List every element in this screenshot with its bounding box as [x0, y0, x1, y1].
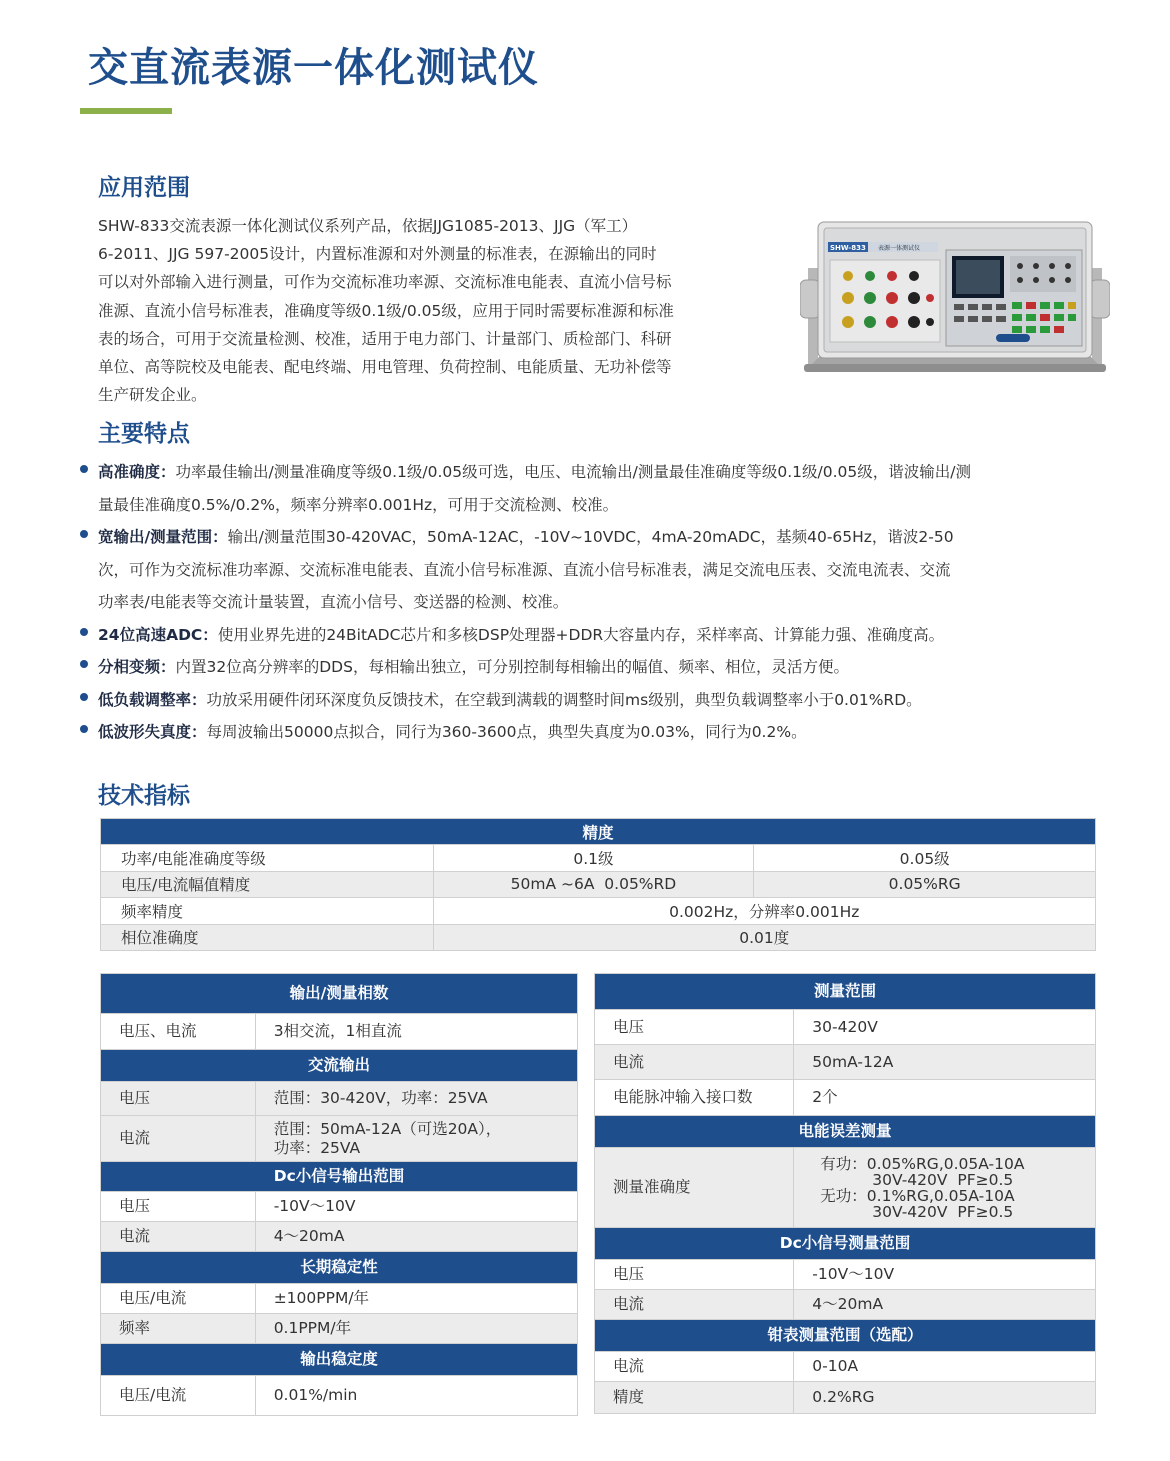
table-row	[595, 1045, 1096, 1080]
cell-label: 频率	[101, 1314, 256, 1344]
feature-label: 高准确度：	[98, 463, 176, 481]
range-header: 测量范围	[595, 974, 1096, 1010]
cell-value: 0.05级	[754, 845, 1096, 871]
clamp-header: 钳表测量范围（选配）	[595, 1320, 1096, 1352]
cell-label: 功率/电能准确度等级	[101, 845, 434, 871]
feature-text: 内置32位高分辨率的DDS，每相输出独立，可分别控制每相输出的幅值、频率、相位，灵活方便。	[175, 658, 849, 676]
table-row	[101, 1314, 578, 1344]
cell-label: 电压、电流	[101, 1014, 256, 1050]
feature-text: 每周波输出50000点拟合，同行为360-3600点，典型失真度为0.03%，同行为0.2%。	[206, 723, 807, 741]
application-text	[98, 212, 758, 409]
bullet-icon	[80, 465, 88, 473]
cell-value: 功率：25VA	[273, 1138, 361, 1157]
table-row	[595, 1010, 1096, 1045]
cell-label: 电压/电流	[101, 1284, 256, 1314]
cell-value: 50mA-12A	[794, 1045, 1096, 1080]
feature-text: 功放采用硬件闭环深度负反馈技术，在空载到满载的调整时间ms级别，典型负载调整率小于0.01%RD。	[206, 690, 922, 709]
feature-text: 功率最佳输出/测量准确度等级0.1级/0.05级可选，电压、电流输出/测量最佳准确度等级0.1级/0.05级，谐波输出/测	[175, 463, 971, 481]
cell-label: 电流	[595, 1045, 794, 1080]
title-accent-bar	[80, 108, 172, 114]
table-row	[101, 871, 1096, 897]
feature-label: 24位高速ADC：	[98, 625, 218, 644]
feature-item	[80, 456, 1090, 521]
cell-label: 电流	[101, 1222, 256, 1252]
feature-item	[80, 619, 1090, 652]
feature-label: 低波形失真度：	[98, 723, 207, 741]
cell-value: 无功：0.1%RG,0.05A-10A	[820, 1186, 1015, 1205]
accuracy-table	[100, 818, 1096, 951]
application-line: 可以对外部输入进行测量，可作为交流标准功率源、交流标准电能表、直流小信号标	[98, 273, 672, 292]
cell-label: 电压	[101, 1192, 256, 1222]
cell-label: 电压	[595, 1260, 794, 1290]
bullet-icon	[80, 530, 88, 538]
feature-label: 分相变频：	[98, 658, 176, 676]
application-line: 单位、高等院校及电能表、配电终端、用电管理、负荷控制、电能质量、无功补偿等	[98, 358, 672, 377]
cell-value: 30V-420V PF≥0.5	[872, 1202, 1014, 1221]
device-image	[800, 216, 1110, 378]
device-panel-title: 表源一体测试仪	[878, 245, 921, 252]
cell-value: -10V～10V	[794, 1260, 1096, 1290]
feature-label: 宽输出/测量范围：	[98, 528, 228, 546]
application-line: 生产研发企业。	[98, 386, 207, 405]
features-heading: 主要特点	[98, 421, 190, 447]
ac-output-header: 交流输出	[101, 1050, 578, 1082]
table-row	[101, 1284, 578, 1314]
feature-label: 低负载调整率：	[98, 690, 207, 709]
phases-header: 输出/测量相数	[101, 974, 578, 1014]
cell-value: 30V-420V PF≥0.5	[872, 1170, 1014, 1189]
feature-item	[80, 651, 1090, 684]
cell-value: 范围：50mA-12A（可选20A），	[273, 1119, 502, 1138]
table-row	[101, 924, 1096, 950]
cell-label: 频率精度	[101, 898, 434, 924]
cell-value: -10V～10V	[255, 1192, 577, 1222]
stability-header: 长期稳定性	[101, 1252, 578, 1284]
cell-value: 30-420V	[794, 1010, 1096, 1045]
cell-label: 电压	[101, 1082, 256, 1116]
cell-value: 0.002Hz，分辨率0.001Hz	[433, 898, 1095, 924]
energy-error-header: 电能误差测量	[595, 1116, 1096, 1148]
feature-text: 输出/测量范围30-420VAC，50mA-12AC，-10V~10VDC，4mA-20mADC，基频40-65Hz，谐波2-50	[227, 528, 954, 546]
cell-label: 测量准确度	[595, 1148, 794, 1228]
feature-item	[80, 684, 1090, 717]
feature-item	[80, 521, 1090, 619]
table-row	[595, 1290, 1096, 1320]
cell-value: 0.1PPM/年	[255, 1314, 577, 1344]
dc-measure-header: Dc小信号测量范围	[595, 1228, 1096, 1260]
cell-value: 0-10A	[794, 1352, 1096, 1382]
table-row	[595, 1148, 1096, 1228]
device-model: SHW-833	[830, 244, 866, 252]
specs-heading: 技术指标	[98, 783, 190, 809]
table-row	[595, 1080, 1096, 1116]
cell-value: 0.01%/min	[255, 1376, 577, 1416]
cell-label: 电流	[595, 1290, 794, 1320]
bullet-icon	[80, 725, 88, 733]
table-row	[101, 1192, 578, 1222]
feature-text: 次，可作为交流标准功率源、交流标准电能表、直流小信号标准源、直流小信号标准表，满足交流电压表、交流电流表、交流	[98, 560, 951, 579]
table-row	[595, 1260, 1096, 1290]
application-line: SHW-833交流表源一体化测试仪系列产品，依据JJG1085-2013、JJG（军工）	[98, 217, 638, 235]
table-row	[101, 1082, 578, 1116]
cell-value: 2个	[794, 1080, 1096, 1116]
table-row	[101, 1376, 578, 1416]
table-row	[101, 845, 1096, 871]
feature-text: 使用业界先进的24BitADC芯片和多核DSP处理器+DDR大容量内存，采样率高、计算能力强、准确度高。	[217, 625, 945, 644]
feature-item	[80, 716, 1090, 749]
cell-value: 4～20mA	[255, 1222, 577, 1252]
cell-value: 0.1级	[433, 845, 754, 871]
cell-label: 电流	[101, 1116, 256, 1162]
cell-label: 电能脉冲输入接口数	[595, 1080, 794, 1116]
table-row	[595, 1382, 1096, 1414]
cell-label: 电压	[595, 1010, 794, 1045]
application-line: 6-2011、JJG 597-2005设计，内置标准源和对外测量的标准表，在源输出的同时	[98, 245, 657, 264]
cell-value: 有功：0.05%RG,0.05A-10A	[820, 1154, 1025, 1173]
application-heading: 应用范围	[98, 175, 190, 201]
feature-text: 功率表/电能表等交流计量装置，直流小信号、变送器的检测、校准。	[98, 593, 569, 611]
cell-value: 0.2%RG	[794, 1382, 1096, 1414]
cell-value: 4～20mA	[794, 1290, 1096, 1320]
cell-value: 50mA ~6A 0.05%RD	[433, 871, 754, 897]
cell-value: 范围：30-420V，功率：25VA	[255, 1082, 577, 1116]
output-spec-table	[100, 973, 578, 1416]
table-row	[101, 1014, 578, 1050]
application-line: 表的场合，可用于交流量检测、校准，适用于电力部门、计量部门、质检部门、科研	[98, 329, 672, 348]
bullet-icon	[80, 660, 88, 668]
application-line: 准源、直流小信号标准表，准确度等级0.1级/0.05级，应用于同时需要标准源和标准	[98, 301, 674, 320]
cell-label: 精度	[595, 1382, 794, 1414]
table-row	[101, 1116, 578, 1162]
table-row	[101, 1222, 578, 1252]
table-row	[101, 898, 1096, 924]
page-title: 交直流表源一体化测试仪	[88, 45, 539, 91]
cell-value: ±100PPM/年	[255, 1284, 577, 1314]
feature-text: 量最佳准确度0.5%/0.2%，频率分辨率0.001Hz，可用于交流检测、校准。	[98, 495, 619, 514]
features-list	[80, 456, 1090, 749]
table-row	[595, 1352, 1096, 1382]
output-stability-header: 输出稳定度	[101, 1344, 578, 1376]
cell-value: 0.01度	[433, 924, 1095, 950]
dc-output-header: Dc小信号输出范围	[101, 1162, 578, 1192]
cell-label: 电压/电流	[101, 1376, 256, 1416]
bullet-icon	[80, 628, 88, 636]
measurement-spec-table	[594, 973, 1096, 1414]
cell-label: 电流	[595, 1352, 794, 1382]
bullet-icon	[80, 693, 88, 701]
accuracy-header: 精度	[101, 819, 1096, 845]
cell-label: 电压/电流幅值精度	[101, 871, 434, 897]
cell-value: 0.05%RG	[754, 871, 1096, 897]
cell-label: 相位准确度	[101, 924, 434, 950]
cell-value: 3相交流，1相直流	[255, 1014, 577, 1050]
